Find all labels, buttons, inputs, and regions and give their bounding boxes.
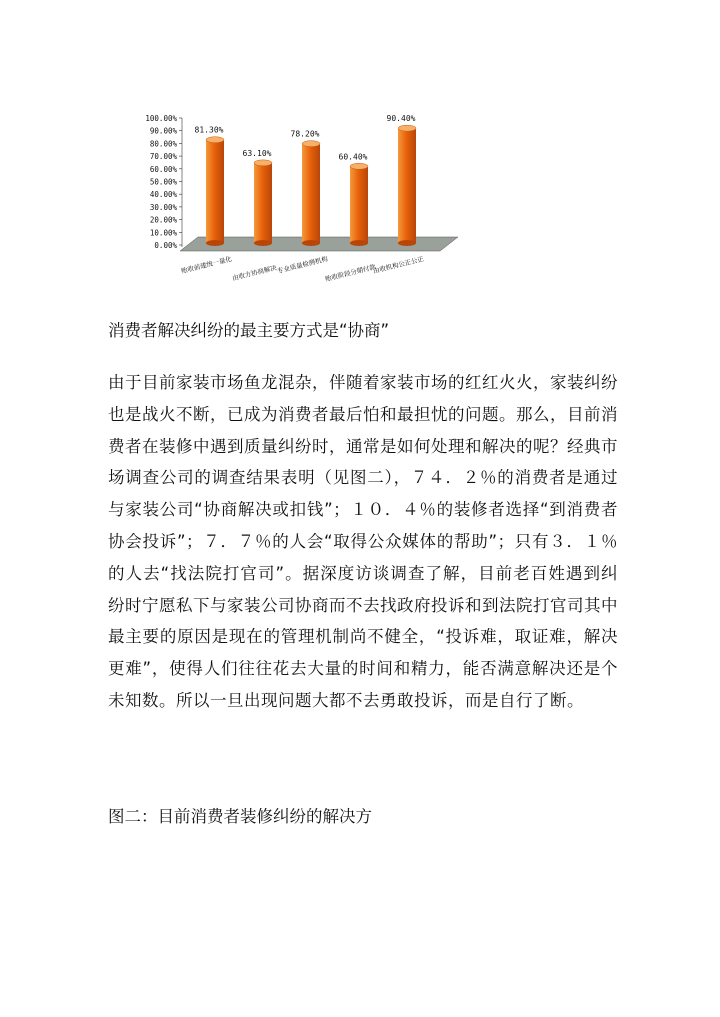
y-axis xyxy=(145,114,182,250)
bar-body xyxy=(302,144,320,243)
y-tick-label: 30.00% xyxy=(149,202,177,212)
bar-base xyxy=(206,240,224,246)
bar-body xyxy=(398,128,416,243)
y-tick-label: 70.00% xyxy=(149,152,177,162)
bar-series xyxy=(206,125,416,246)
figure-caption: 图二：目前消费者装修纠纷的解决方 xyxy=(108,807,372,826)
bar-body xyxy=(254,163,272,243)
bar xyxy=(302,141,320,246)
bar-top xyxy=(302,141,320,147)
chart-caption: 消费者解决纠纷的最主要方式是“协商” xyxy=(108,321,390,340)
y-tick-label: 50.00% xyxy=(149,177,177,187)
category-labels xyxy=(180,254,425,283)
y-tick-label: 60.00% xyxy=(149,164,177,174)
bar-top xyxy=(350,163,368,169)
value-label: 60.40% xyxy=(338,152,368,162)
bar-base xyxy=(302,240,320,246)
category-label: 由收方协商解决 xyxy=(231,263,278,283)
bar-top xyxy=(398,125,416,131)
y-tick-label: 40.00% xyxy=(149,190,177,200)
value-label: 78.20% xyxy=(290,129,320,139)
value-label: 81.30% xyxy=(194,125,224,135)
bar-top xyxy=(206,137,224,143)
bar-body xyxy=(206,140,224,243)
bar-base xyxy=(254,240,272,246)
bar xyxy=(350,163,368,246)
bar xyxy=(254,160,272,246)
bar xyxy=(398,125,416,246)
bar-top xyxy=(254,160,272,166)
y-tick-label: 0.00% xyxy=(154,241,177,250)
category-label: 由收机构公正公正 xyxy=(372,254,425,276)
value-label: 90.40% xyxy=(386,114,416,124)
category-label: 贻收阶段分期付款 xyxy=(324,262,377,284)
bar-body xyxy=(350,166,368,243)
bar xyxy=(206,137,224,246)
bar-base xyxy=(350,240,368,246)
y-tick-label: 20.00% xyxy=(149,215,177,225)
body-paragraph: 由于目前家装市场鱼龙混杂，伴随着家装市场的红红火火，家装纠纷也是战火不断，已成为消费者最后怕和最担忧的问题。那么，目前消费者在装修中遇到质量纠纷时，通常是如何处理和解决的呢？经典市场调查公司的调查结果表明（见图二），７４．２％的消费者是通过与家装公司“协商解决或扣钱”；１０．４％的装修者选择“到消费者协会投诉”；７．７％的人会“取得公众媒体的帮助”；只有３．１％的人去“找法院打官司”。据深度访谈调查了解，目前老百姓遇到纠纷时宁愿私下与家装公司协商而不去找政府投诉和到法院打官司其中最主要的原因是现在的管理机制尚不健全，“投诉难，取证难，解决更难”，使得人们往往花去大量的时间和精力，能否满意解决还是个未知数。所以一旦出现问题大都不去勇敢投诉，而是自行了断。 xyxy=(108,373,618,710)
y-tick-label: 10.00% xyxy=(149,228,177,238)
y-tick-label: 80.00% xyxy=(149,139,177,149)
category-label: 贻收前建统一量化 xyxy=(180,254,233,276)
bar-chart xyxy=(140,105,470,300)
category-label: 专业质量检测机构 xyxy=(276,254,329,276)
bar-base xyxy=(398,240,416,246)
y-tick-label: 100.00% xyxy=(145,114,177,123)
y-tick-label: 90.00% xyxy=(149,126,177,136)
value-label: 63.10% xyxy=(242,148,272,158)
